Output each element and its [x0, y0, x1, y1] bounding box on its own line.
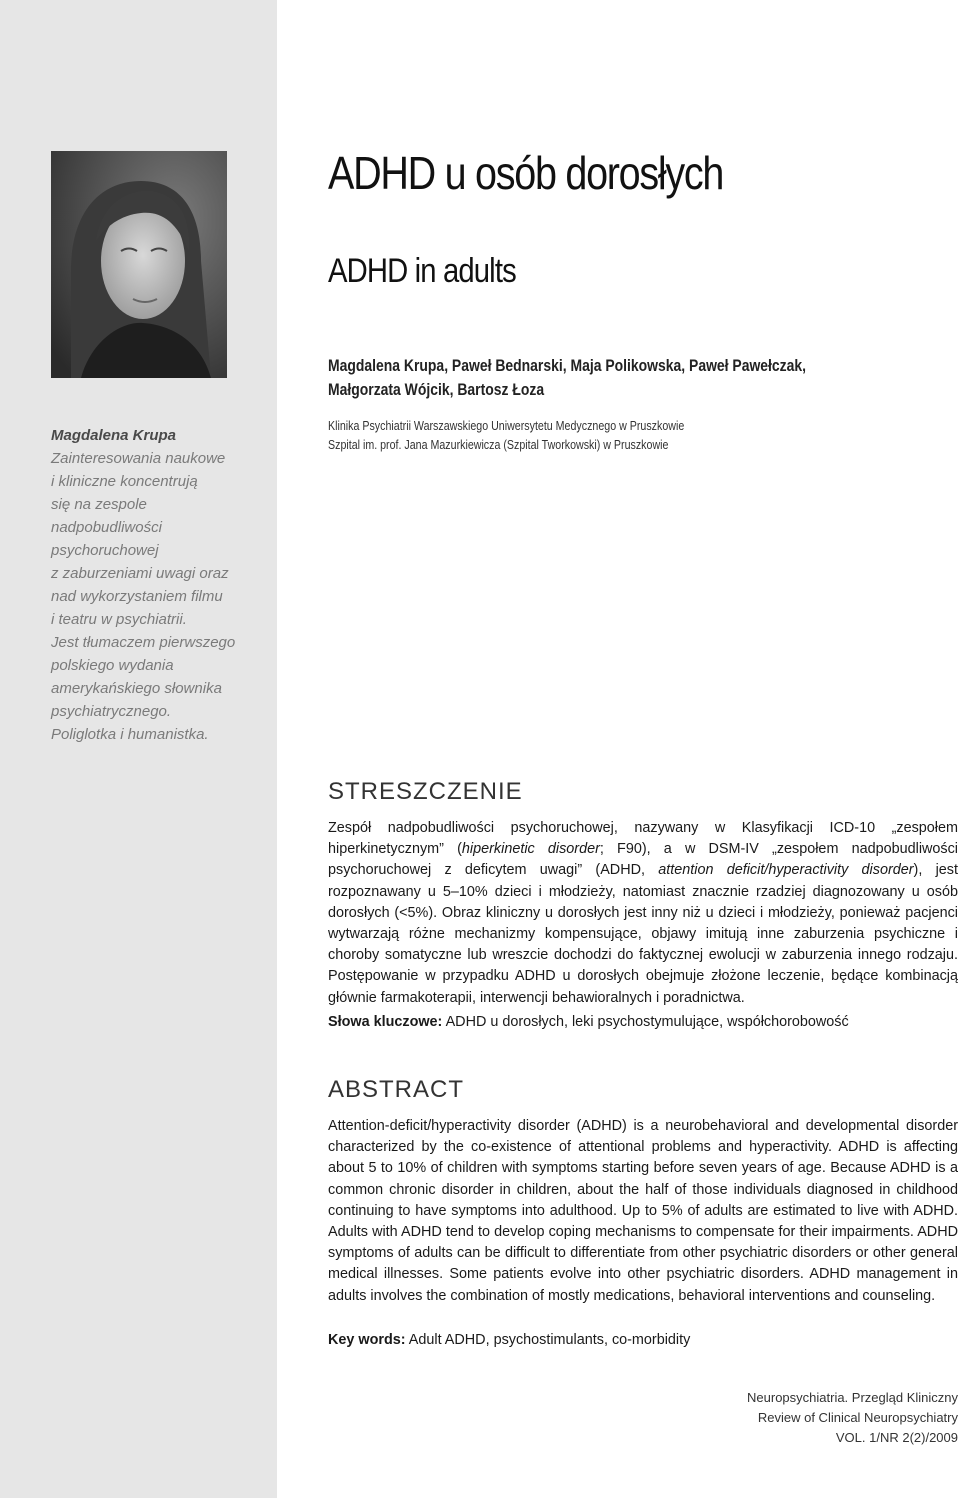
- journal-name-polish: Neuropsychiatria. Przegląd Kliniczny: [747, 1390, 958, 1405]
- streszczenie-italic-term: attention deficit/hyperactivity disorder: [658, 862, 914, 879]
- bio-line: i kliniczne koncentrują: [51, 473, 198, 490]
- authors-line: Małgorzata Wójcik, Bartosz Łoza: [328, 380, 545, 399]
- article-title-polish: ADHD u osób dorosłych: [328, 147, 724, 199]
- bio-author-name: Magdalena Krupa: [51, 427, 177, 444]
- author-bio: [51, 424, 256, 746]
- bio-line: psychoruchowej: [51, 542, 159, 559]
- authors-line: Magdalena Krupa, Paweł Bednarski, Maja Polikowska, Paweł Pawełczak,: [328, 356, 807, 375]
- streszczenie-text-part: ), jest rozpoznawany u 5–10% dzieci i młodzieży, natomiast znacznie rzadziej diagnozowany u osób dorosłych (<5%). Obraz kliniczny u dorosłych jest inny niż u dzieci i młodzieży, ponieważ pacjenci wytwarzają różne mechanizmy kompensujące, objawy imitują inne zaburzenia psychiczne i choroby somatyczne lub wreszcie dochodzi do faktycznej ewolucji w zaburzenia innego rodzaju. Postępowanie w przypadku ADHD u dorosłych obejmuje złożone leczenie, będące kombinacją głównie farmakoterapii, interwencji behawioralnych i poradnictwa.: [328, 862, 958, 1006]
- streszczenie-heading: STRESZCZENIE: [328, 778, 523, 805]
- affiliation-line: Szpital im. prof. Jana Mazurkiewicza (Szpital Tworkowski) w Pruszkowie: [328, 437, 669, 452]
- keywords-value: ADHD u dorosłych, leki psychostymulujące, współchorobowość: [445, 1014, 849, 1030]
- abstract-text: Attention-deficit/hyperactivity disorder (ADHD) is a neurobehavioral and developmental disorder characterized by the co-existence of attentional problems and hyperactivity. ADHD is affecting about 5 to 10% of children with symptoms starting before seven years of age. Because ADHD is a common chronic disorder in children, about the half of those individuals diagnosed in childhood continuing to have symptoms into adulthood. Up to 5% of adults are estimated to live with ADHD. Adults with ADHD tend to develop coping mechanisms to compensate for their impairments. ADHD symptoms of adults can be difficult to differentiate from other psychiatric disorders or other general medical illnesses. Some patients evolve into other psychiatric disorders. ADHD management in adults involves the combination of mostly medications, behavioral interventions and counseling.: [328, 1118, 958, 1304]
- bio-line: Zainteresowania naukowe: [51, 450, 226, 467]
- article-title-english: ADHD in adults: [328, 252, 516, 290]
- bio-line: z zaburzeniami uwagi oraz: [51, 565, 229, 582]
- bio-line: nadpobudliwości: [51, 519, 162, 536]
- author-sidebar: [0, 0, 277, 1498]
- streszczenie-italic-term: hiperkinetic disorder: [461, 841, 600, 858]
- bio-line: psychiatrycznego.: [51, 703, 172, 720]
- keywords-label: Key words:: [328, 1332, 406, 1348]
- abstract-heading: ABSTRACT: [328, 1076, 465, 1103]
- journal-info: [747, 1388, 958, 1448]
- journal-name-english: Review of Clinical Neuropsychiatry: [757, 1410, 958, 1425]
- streszczenie-keywords: [328, 1012, 958, 1033]
- affiliation-line: Klinika Psychiatrii Warszawskiego Uniwersytetu Medycznego w Pruszkowie: [328, 418, 685, 433]
- bio-line: się na zespole: [51, 496, 147, 513]
- author-list: [328, 354, 918, 402]
- keywords-label: Słowa kluczowe:: [328, 1014, 443, 1030]
- streszczenie-text-part: Zespół nadpobudliwości psychoruchowej, nazywany w Klasyfikacji ICD-10 „zespołem hiperkinetycznym” (: [328, 820, 958, 858]
- journal-volume: VOL. 1/NR 2(2)/2009: [835, 1430, 958, 1445]
- keywords-value: Adult ADHD, psychostimulants, co-morbidity: [408, 1332, 691, 1348]
- affiliation: [328, 416, 918, 454]
- bio-line: polskiego wydania: [51, 657, 174, 674]
- abstract-keywords: [328, 1330, 958, 1351]
- streszczenie-text: [328, 818, 958, 1009]
- author-portrait-image: [51, 151, 227, 378]
- author-photo: [51, 151, 227, 378]
- bio-line: amerykańskiego słownika: [51, 680, 222, 697]
- streszczenie-text-part: ; F90), a w DSM-IV „zespołem nadpobudliwości psychoruchowej z deficytem uwagi” (ADHD,: [328, 841, 958, 879]
- bio-line: Jest tłumaczem pierwszego: [51, 634, 236, 651]
- bio-line: i teatru w psychiatrii.: [51, 611, 187, 628]
- bio-line: nad wykorzystaniem filmu: [51, 588, 223, 605]
- bio-line: Poliglotka i humanistka.: [51, 726, 209, 743]
